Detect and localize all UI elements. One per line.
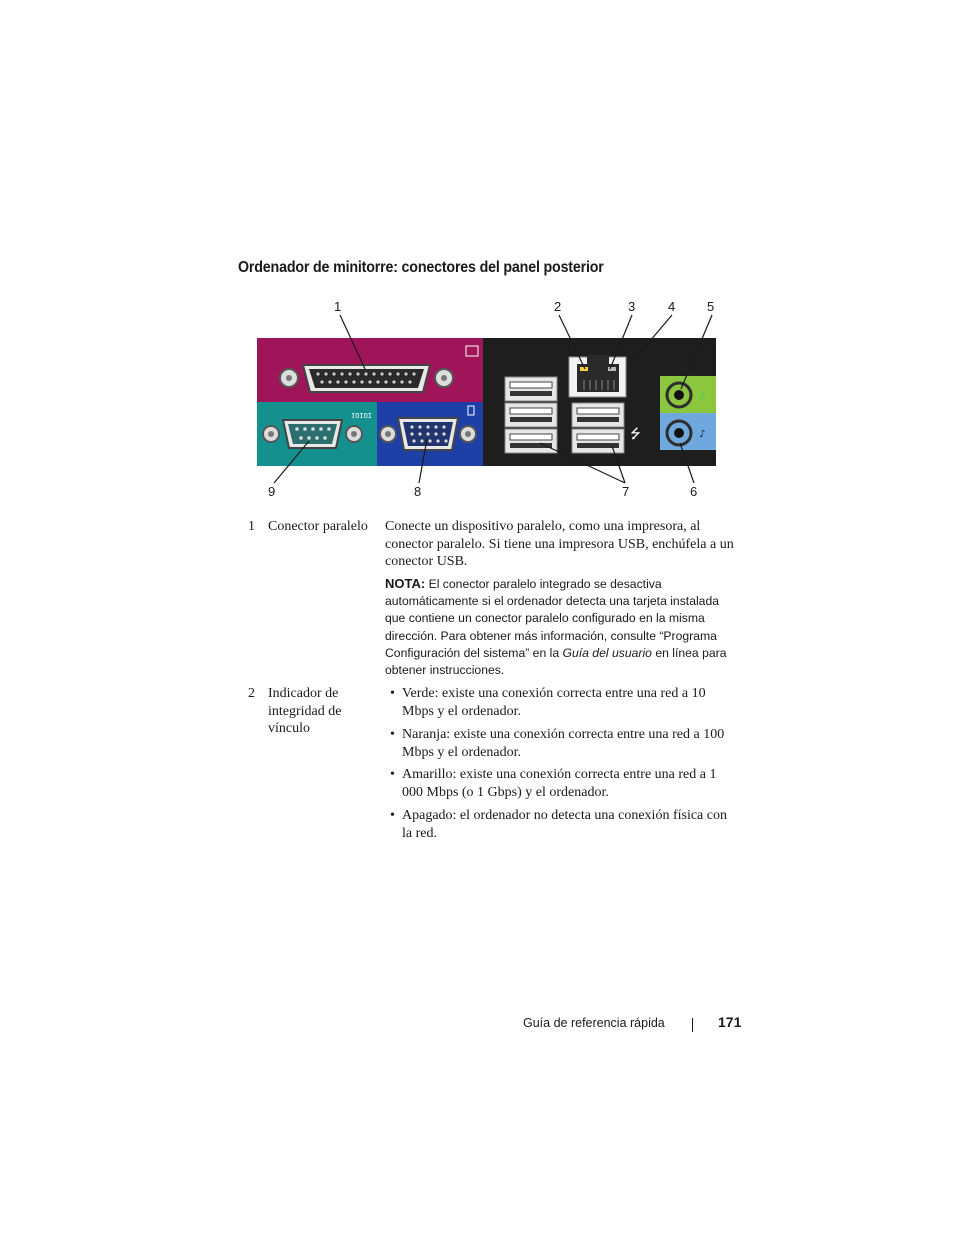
row-description: Conecte un dispositivo paralelo, como una impresora, al conector paralelo. Si tiene una impresora USB, enchúfela a un conector USB. xyxy=(385,519,734,569)
back-panel-figure xyxy=(0,0,954,520)
callout-6: 6 xyxy=(690,484,698,499)
note-label: NOTA: xyxy=(385,576,426,591)
table-row: 2 Indicador de integridad de vínculo • Verde: existe una conexión correcta entre una red a 10 Mbps y el ordenador. • Naranja: existe una conexión correcta entre una red a 100 Mbps y el ordenador. • Amarillo: existe una conexión correcta entre una red a 1 000 Mbps (o 1 Gbps) y el ordenador. • Apagado: el ordenador no detecta una conexión física con la red. xyxy=(248,686,727,841)
usb-stack-left-icon xyxy=(505,377,557,453)
network-connector-icon xyxy=(569,355,626,397)
page-number: 171 xyxy=(718,1014,742,1030)
note-text-2: en línea para obtener instrucciones. xyxy=(385,645,727,678)
footer-divider xyxy=(692,1018,693,1032)
note-text-1: El conector paralelo integrado se desactiva automáticamente si el ordenador detecta una tarjeta instalada que contiene un conector paralelo configurado en la misma dirección. Para obtener más información, consulte “Programa Configuración del sistema” en la xyxy=(385,577,720,660)
row-number: 2 xyxy=(248,686,255,701)
row-term: Conector paralelo xyxy=(268,519,368,534)
row-term: Indicador de integridad de vínculo xyxy=(268,686,342,736)
callout-2: 2 xyxy=(554,299,562,314)
table-row xyxy=(0,518,954,688)
svg-text:⭍: ⭍ xyxy=(630,427,641,442)
svg-text:♪: ♪ xyxy=(699,429,706,440)
section-heading: Ordenador de minitorre: conectores del panel posterior xyxy=(238,259,604,276)
callout-3: 3 xyxy=(628,299,636,314)
footer-title: Guía de referencia rápida xyxy=(523,1016,665,1030)
note-italic: Guía del usuario xyxy=(562,645,652,660)
callout-1: 1 xyxy=(334,299,342,314)
svg-text:♪: ♪ xyxy=(699,391,706,402)
callout-5: 5 xyxy=(707,299,715,314)
callout-4: 4 xyxy=(668,299,676,314)
callout-7: 7 xyxy=(622,484,630,499)
callout-8: 8 xyxy=(414,484,422,499)
callout-9: 9 xyxy=(268,484,276,499)
svg-text:IOIOI: IOIOI xyxy=(351,413,373,421)
note xyxy=(385,575,735,679)
row-number: 1 xyxy=(248,519,255,534)
